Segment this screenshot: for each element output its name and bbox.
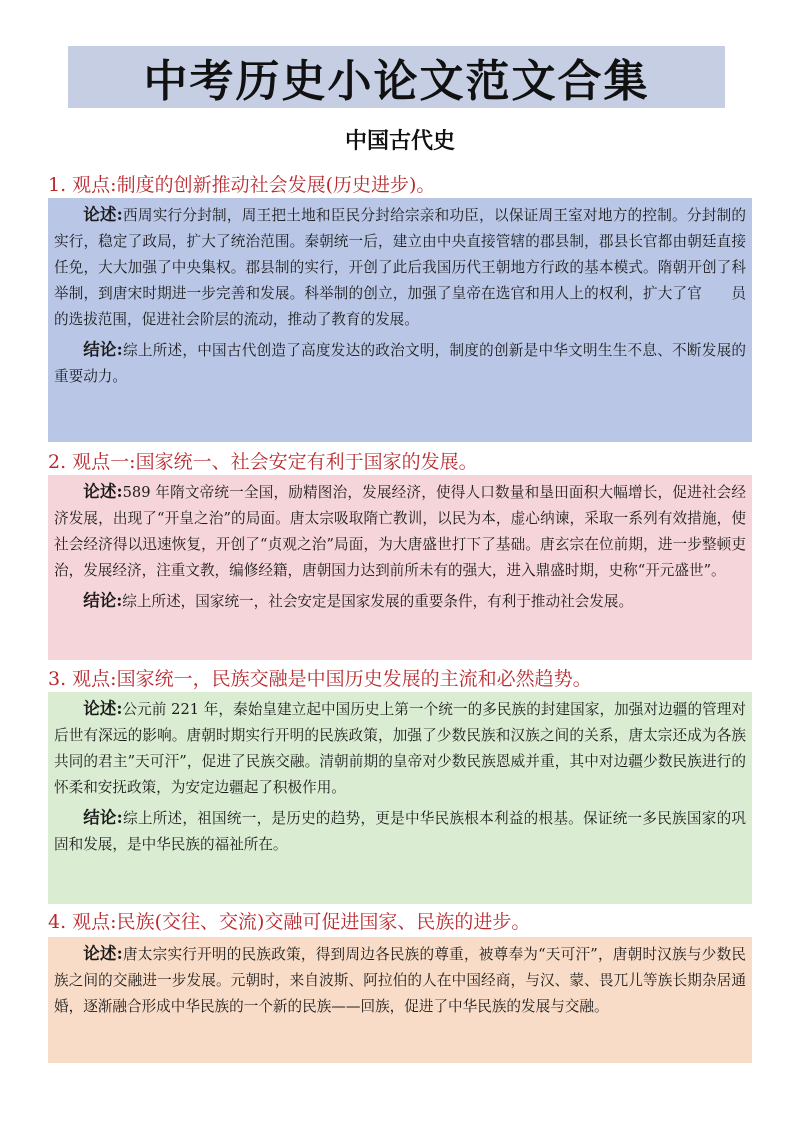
argument-paragraph bbox=[54, 696, 746, 801]
argument-text: 西周实行分封制，周王把土地和臣民分封给宗亲和功臣，以保证周王室对地方的控制。分封制的实行，稳定了政局，扩大了统治范围。秦朝统一后，建立由中央直接管辖的郡县制，郡县长官都由朝廷直接任免，大大加强了中央集权。郡县制的实行，开创了此后我国历代王朝地方行政的基本模式。隋朝开创了科举制，到唐宋时期进一步完善和发展。科举制的创立，加强了皇帝在选官和用人上的权利，扩大了官 员的选拔范围，促进社会阶层的流动，推动了教育的发展。 bbox=[54, 207, 746, 328]
title-banner bbox=[68, 46, 725, 108]
viewpoint-heading-1: 1. 观点:制度的创新推动社会发展(历史进步)。 bbox=[48, 174, 436, 196]
essay-box-4 bbox=[48, 937, 752, 1063]
essay-box-1 bbox=[48, 198, 752, 442]
viewpoint-heading-2: 2. 观点一:国家统一、社会安定有利于国家的发展。 bbox=[48, 451, 478, 473]
essay-box-2 bbox=[48, 475, 752, 660]
conclusion-paragraph bbox=[54, 588, 746, 615]
argument-text: 589 年隋文帝统一全国，励精图治，发展经济，使得人口数量和垦田面积大幅增长，促进社会经济发展，出现了“开皇之治”的局面。唐太宗吸取隋亡教训，以民为本，虚心纳谏，采取一系列有效措施，使社会经济得以迅速恢复，开创了“贞观之治”局面，为大唐盛世打下了基础。唐玄宗在位前期，进一步整顿吏治，发展经济，注重文教，编修经籍，唐朝国力达到前所未有的强大，进入鼎盛时期，史称“开元盛世”。 bbox=[54, 484, 747, 579]
page-title: 中考历史小论文范文合集 bbox=[143, 56, 650, 107]
argument-paragraph bbox=[54, 479, 746, 584]
conclusion-text: 综上所述，祖国统一，是历史的趋势，更是中华民族根本利益的根基。保证统一多民族国家的巩固和发展，是中华民族的福祉所在。 bbox=[54, 810, 746, 853]
argument-text: 公元前 221 年，秦始皇建立起中国历史上第一个统一的多民族的封建国家，加强对边疆的管理对后世有深远的影响。唐朝时期实行开明的民族政策，加强了少数民族和汉族之间的关系，唐太宗还成为各族共同的君主”天可汗”，促进了民族交融。清朝前期的皇帝对少数民族恩威并重，其中对边疆少数民族进行的怀柔和安抚政策，为安定边疆起了积极作用。 bbox=[54, 701, 747, 796]
conclusion-label: 结论: bbox=[83, 340, 123, 359]
essay-box-3 bbox=[48, 692, 752, 904]
argument-label: 论述: bbox=[83, 944, 123, 963]
conclusion-text: 综上所述，国家统一，社会安定是国家发展的重要条件，有利于推动社会发展。 bbox=[122, 593, 634, 610]
viewpoint-heading-4: 4. 观点:民族(交往、交流)交融可促进国家、民族的进步。 bbox=[48, 911, 531, 933]
conclusion-paragraph bbox=[54, 805, 746, 858]
argument-paragraph bbox=[54, 941, 746, 1020]
viewpoint-heading-3: 3. 观点:国家统一，民族交融是中国历史发展的主流和必然趋势。 bbox=[48, 668, 592, 690]
argument-paragraph bbox=[54, 202, 746, 333]
conclusion-label: 结论: bbox=[83, 808, 123, 827]
section-subtitle: 中国古代史 bbox=[344, 128, 455, 154]
conclusion-paragraph bbox=[54, 337, 746, 390]
argument-label: 论述: bbox=[83, 699, 123, 718]
conclusion-label: 结论: bbox=[83, 591, 123, 610]
conclusion-text: 综上所述，中国古代创造了高度发达的政治文明，制度的创新是中华文明生生不息、不断发展的重要动力。 bbox=[54, 342, 746, 385]
argument-text: 唐太宗实行开明的民族政策，得到周边各民族的尊重，被尊奉为“天可汗”，唐朝时汉族与少数民族之间的交融进一步发展。元朝时，来自波斯、阿拉伯的人在中国经商，与汉、蒙、畏兀儿等族长期杂居通婚，逐渐融合形成中华民族的一个新的民族——回族，促进了中华民族的发展与交融。 bbox=[54, 946, 746, 1015]
argument-label: 论述: bbox=[83, 205, 123, 224]
argument-label: 论述: bbox=[83, 482, 123, 501]
